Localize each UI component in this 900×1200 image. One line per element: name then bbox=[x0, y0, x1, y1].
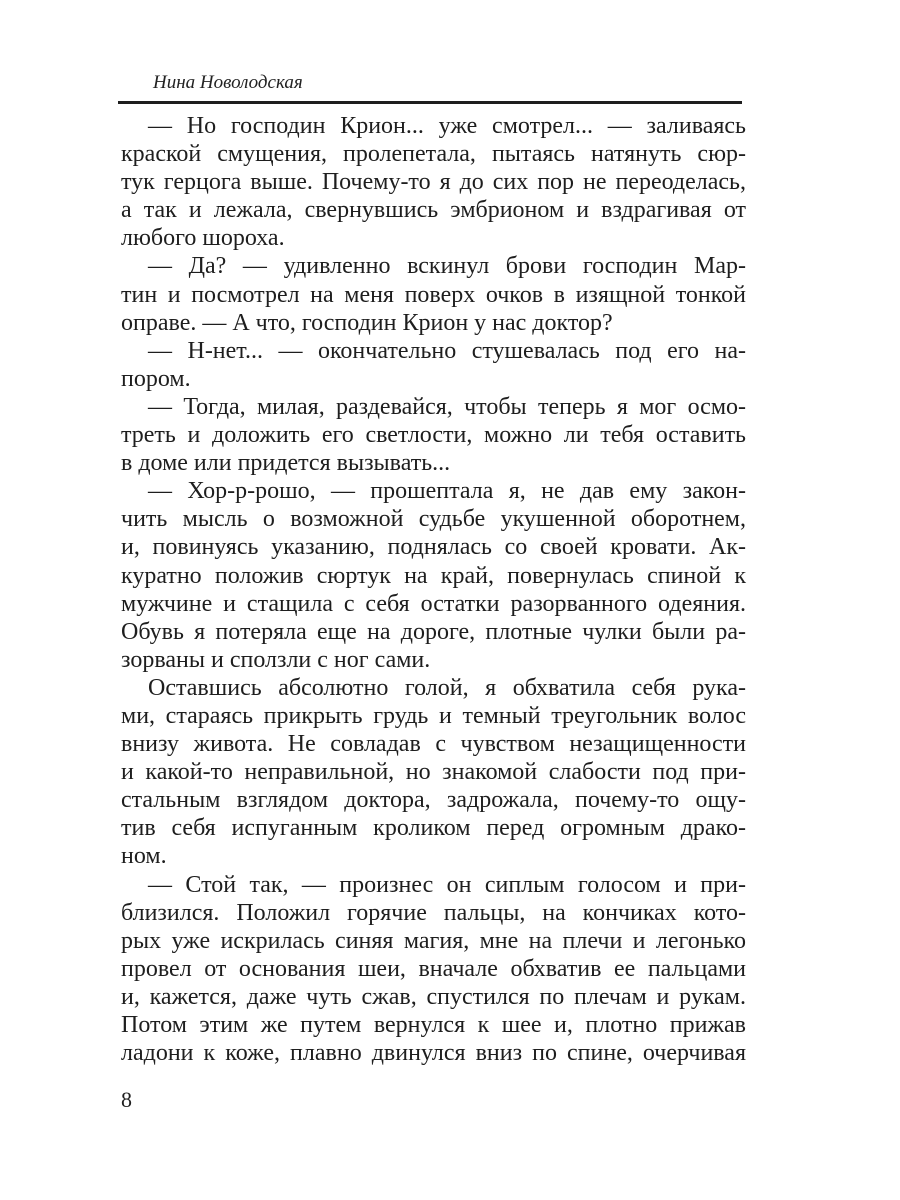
text-line: тук герцога выше. Почему-то я до сих пор не переоделась, bbox=[121, 169, 746, 196]
text-line: внизу живота. Не совладав с чувством незащищенности bbox=[121, 731, 746, 758]
text-line: и, повинуясь указанию, поднялась со своей кровати. Ак- bbox=[121, 534, 746, 561]
paragraph bbox=[121, 674, 746, 871]
text-line: — Да? — удивленно вскинул брови господин Мар- bbox=[148, 253, 746, 280]
paragraph bbox=[121, 871, 746, 1068]
text-line: и, кажется, даже чуть сжав, спустился по плечам и рукам. bbox=[121, 983, 746, 1010]
text-line: треть и доложить его светлости, можно ли тебя оставить bbox=[121, 422, 746, 449]
text-line: тив себя испуганным кроликом перед огромным драко- bbox=[121, 815, 746, 842]
text-line: ном. bbox=[121, 843, 167, 870]
text-line: Обувь я потеряла еще на дороге, плотные чулки были ра- bbox=[121, 618, 746, 645]
text-line: — Н-нет... — окончательно стушевалась под его на- bbox=[148, 337, 746, 364]
paragraph bbox=[121, 393, 746, 477]
text-line: куратно положив сюртук на край, повернулась спиной к bbox=[121, 562, 746, 589]
text-line: тин и посмотрел на меня поверх очков в изящной тонкой bbox=[121, 281, 746, 308]
text-line: мужчине и стащила с себя остатки разорванного одеяния. bbox=[121, 590, 746, 617]
text-line: чить мысль о возможной судьбе укушенной оборотнем, bbox=[121, 506, 746, 533]
paragraph bbox=[121, 112, 746, 252]
running-header-author: Нина Новолодская bbox=[153, 72, 303, 93]
text-line: а так и лежала, свернувшись эмбрионом и вздрагивая от bbox=[121, 197, 746, 224]
page-number: 8 bbox=[121, 1087, 132, 1112]
text-line: краской смущения, пролепетала, пытаясь натянуть сюр- bbox=[121, 141, 746, 168]
text-line: близился. Положил горячие пальцы, на кончиках кото- bbox=[121, 899, 746, 926]
text-line: стальным взглядом доктора, задрожала, почему-то ощу- bbox=[121, 787, 746, 814]
text-line: ми, стараясь прикрыть грудь и темный треугольник волос bbox=[121, 702, 746, 729]
text-line: — Но господин Крион... уже смотрел... — заливаясь bbox=[148, 113, 746, 139]
text-line: пором. bbox=[121, 365, 191, 392]
text-line: — Стой так, — произнес он сиплым голосом и при- bbox=[148, 871, 746, 898]
text-line: провел от основания шеи, вначале обхватив ее пальцами bbox=[121, 955, 746, 982]
text-line: в доме или придется вызывать... bbox=[121, 450, 451, 477]
text-line: и какой-то неправильной, но знакомой слабости под при- bbox=[121, 759, 746, 786]
text-line: Оставшись абсолютно голой, я обхватила себя рука- bbox=[148, 674, 746, 701]
text-line: зорваны и сползли с ног сами. bbox=[121, 646, 431, 673]
header-rule bbox=[118, 101, 742, 104]
paragraph bbox=[121, 252, 746, 336]
paragraph bbox=[121, 337, 746, 393]
text-line: любого шороха. bbox=[121, 225, 285, 252]
text-line: — Тогда, милая, раздевайся, чтобы теперь я мог осмо- bbox=[148, 393, 746, 420]
page-text bbox=[121, 112, 746, 1067]
text-line: Потом этим же путем вернулся к шее и, плотно прижав bbox=[121, 1012, 746, 1038]
text-line: — Хор-р-рошо, — прошептала я, не дав ему закон- bbox=[148, 478, 746, 505]
text-line: рых уже искрилась синяя магия, мне на плечи и легонько bbox=[121, 927, 746, 954]
paragraph bbox=[121, 477, 746, 674]
text-line: оправе. — А что, господин Крион у нас доктор? bbox=[121, 309, 613, 336]
text-line: ладони к коже, плавно двинулся вниз по спине, очерчивая bbox=[121, 1040, 746, 1067]
